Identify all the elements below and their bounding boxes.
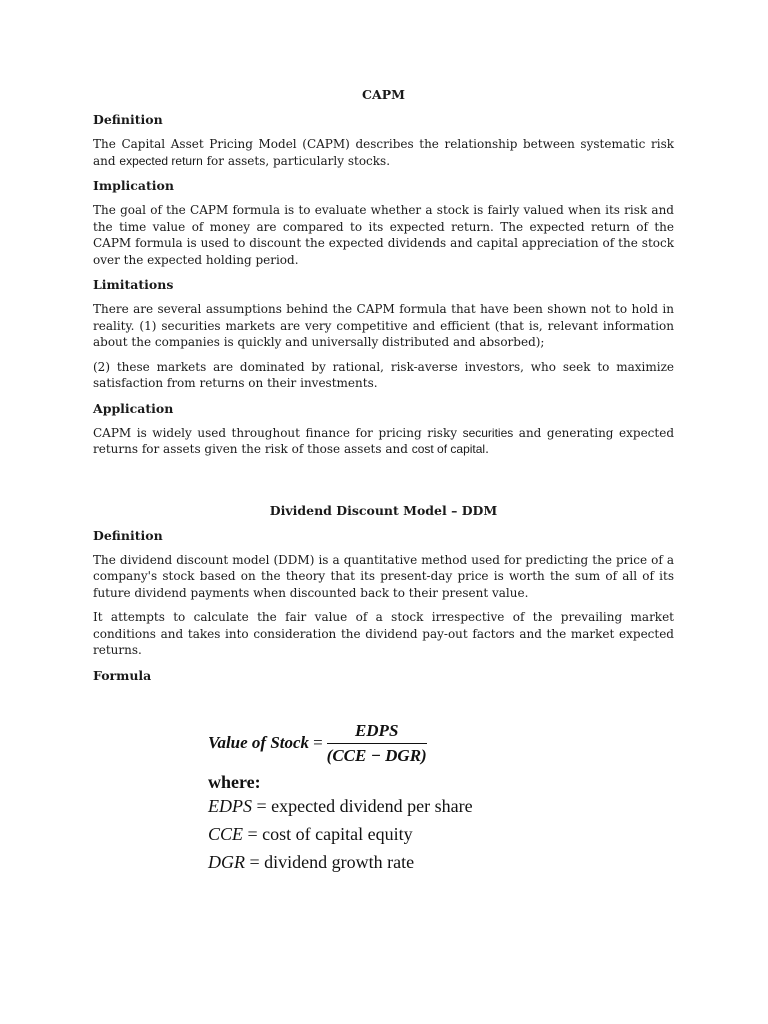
capm-definition-text <box>93 136 674 169</box>
capm-application-text-part2: and generating expected returns for assets given the risk of those assets and <box>93 425 674 456</box>
capm-limitations-heading: Limitations <box>93 277 174 292</box>
formula-equation <box>208 714 427 772</box>
ddm-formula-heading: Formula <box>93 667 152 683</box>
capm-application-heading: Application <box>93 400 174 416</box>
formula-equals: = <box>313 733 323 752</box>
section-spacer <box>93 466 674 498</box>
securities-term: securities <box>462 425 514 440</box>
def-meaning: cost of capital equity <box>262 824 413 844</box>
ddm-definition-text-1: The dividend discount model (DDM) is a quantitative method used for predicting the price of a company's stock based on the theory that its present-day price is worth the sum of all of its future dividend payments when discounted back to their present value. <box>93 552 674 600</box>
capm-application-text <box>93 425 674 458</box>
capm-application-text-part1: CAPM is widely used throughout finance for pricing risky <box>93 425 463 440</box>
formula-def-dgr <box>208 852 414 873</box>
expected-return-term: expected return <box>119 153 203 168</box>
cost-of-capital-term: cost of capital <box>411 442 486 456</box>
def-var: CCE <box>208 824 244 844</box>
def-eq: = <box>252 796 272 816</box>
capm-definition-heading: Definition <box>93 112 163 127</box>
capm-limitations-text-1: There are several assumptions behind the CAPM formula that have been shown not to hold in reality. (1) securities markets are very competitive and efficient (that is, relevant information about the companies is quickly and universally distributed and absorbed); <box>93 302 674 349</box>
formula-where-label: where: <box>208 772 261 792</box>
ddm-title: Dividend Discount Model – DDM <box>269 502 498 518</box>
formula-def-cce <box>208 824 413 845</box>
def-meaning: dividend growth rate <box>264 852 415 872</box>
formula-fraction <box>327 721 427 766</box>
capm-definition-text-part1: The Capital Asset Pricing Model (CAPM) describes the relationship between systematic risk and <box>93 137 674 168</box>
document-page <box>93 82 674 692</box>
def-eq: = <box>245 852 265 872</box>
ddm-definition-heading: Definition <box>93 527 163 543</box>
capm-title: CAPM <box>362 87 405 102</box>
def-var: EDPS <box>208 796 252 816</box>
capm-implication-heading: Implication <box>93 178 174 193</box>
formula-numerator: EDPS <box>354 720 399 740</box>
def-var: DGR <box>208 852 245 872</box>
formula-def-edps <box>208 796 473 817</box>
def-meaning: expected dividend per share <box>271 796 473 816</box>
formula-denominator: (CCE − DGR) <box>326 745 427 765</box>
capm-definition-text-part2: for assets, particularly stocks. <box>202 153 391 168</box>
formula-lhs: Value of Stock <box>208 733 310 752</box>
capm-implication-text: The goal of the CAPM formula is to evaluate whether a stock is fairly valued when its risk and the time value of money are compared to its expected return. The expected return of the CAPM formula is used to discount the expected dividends and capital appreciation of the stock over the expected holding period. <box>93 203 674 267</box>
def-eq: = <box>243 824 263 844</box>
ddm-definition-text-2: It attempts to calculate the fair value of a stock irrespective of the prevailing market conditions and takes into consideration the dividend pay-out factors and the market expected returns. <box>93 610 674 657</box>
capm-application-text-part3: . <box>485 442 489 456</box>
capm-limitations-text-2: (2) these markets are dominated by rational, risk-averse investors, who seek to maximize satisfaction from returns on their investments. <box>93 359 674 390</box>
ddm-formula <box>208 714 548 884</box>
